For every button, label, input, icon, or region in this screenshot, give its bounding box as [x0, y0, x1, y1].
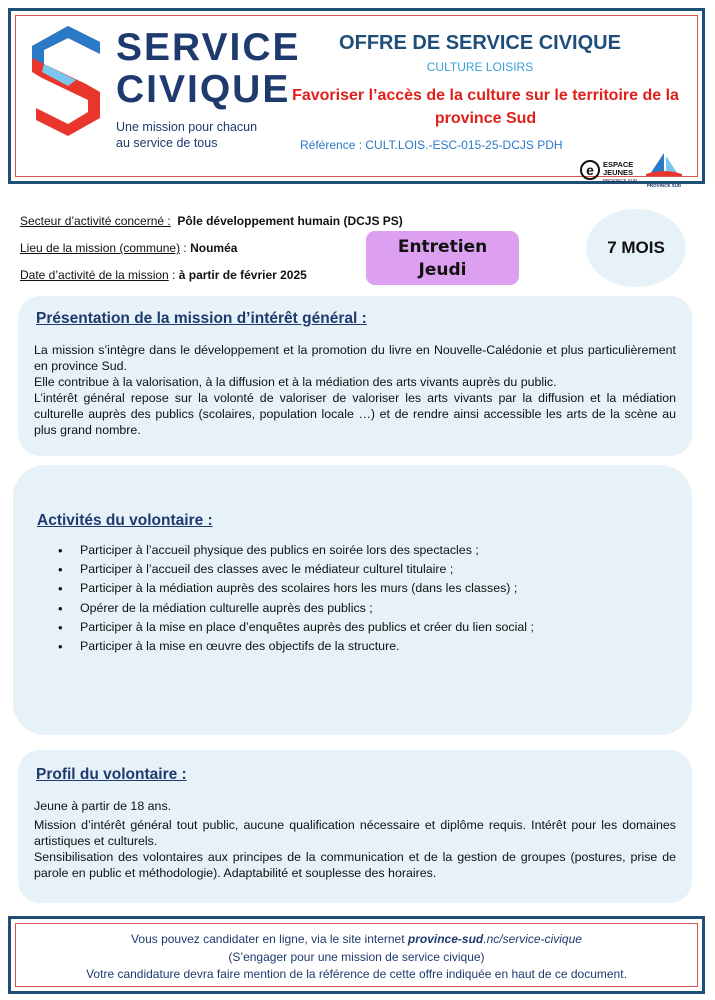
espace-jeunes-e-icon: e	[580, 160, 600, 180]
activities-title: Activités du volontaire :	[37, 512, 213, 529]
logo-tagline-1: Une mission pour chacun	[116, 120, 258, 134]
profile-title: Profil du volontaire :	[36, 766, 187, 783]
location-label: Lieu de la mission (commune)	[20, 241, 181, 255]
footer-site-link[interactable]: province-sud	[407, 932, 484, 946]
footer-box	[8, 916, 705, 994]
footer-line-1: Vous pouvez candidater en ligne, via le site internet province-sud.nc/service-civique	[131, 932, 582, 946]
list-item: • Participer à la mise en place d’enquêtes auprès des publics et créer du lien social ;	[58, 618, 534, 637]
footer-inner-border	[15, 923, 698, 987]
profile-paragraph: Mission d’intérêt général tout public, aucune qualification nécessaire et diplôme requis. Intérêt pour les domaines artistiques et culturels.	[34, 818, 676, 848]
offer-subtitle: Favoriser l’accès de la culture sur le territoire de la province Sud	[292, 87, 679, 127]
location-value: Nouméa	[190, 241, 238, 255]
profile-paragraph: Sensibilisation des volontaires aux principes de la communication et de la gestion de groupes (postures, prise de parole en public et méthodologie). Adaptabilité et souplesse des horaires.	[34, 850, 676, 880]
profile-section	[18, 750, 692, 903]
sector-value: Pôle développement humain (DCJS PS)	[177, 214, 403, 228]
location-line: Lieu de la mission (commune) : Nouméa	[20, 241, 238, 255]
profile-paragraph: Jeune à partir de 18 ans.	[34, 799, 172, 813]
activities-section	[13, 465, 692, 735]
service-civique-s-icon	[28, 22, 108, 140]
presentation-text	[34, 342, 676, 438]
interview-badge	[366, 231, 519, 285]
offer-category: CULTURE LOISIRS	[426, 60, 534, 74]
date-line: Date d’activité de la mission : à partir de février 2025	[20, 268, 307, 282]
profile-text	[34, 798, 676, 881]
interview-line-2: Jeudi	[418, 260, 467, 280]
presentation-title: Présentation de la mission d’intérêt général :	[36, 310, 367, 327]
footer-line-2: (S’engager pour une mission de service civique)	[228, 950, 485, 964]
presentation-paragraph: Elle contribue à la valorisation, à la diffusion et à la médiation des arts vivants auprès du public.	[34, 375, 557, 389]
list-item: • Opérer de la médiation culturelle auprès des publics ;	[58, 599, 534, 618]
duration-badge: 7 MOIS	[586, 209, 686, 287]
sector-label: Secteur d’activité concerné :	[20, 214, 171, 228]
espace-jeunes-text: ESPACE JEUNES PROVINCE SUD	[603, 160, 638, 183]
presentation-section	[18, 296, 692, 456]
footer-line-3: Votre candidature devra faire mention de la référence de cette offre indiquée en haut de ce document.	[86, 967, 627, 981]
logo-word-service: SERVICE	[116, 26, 301, 69]
activities-list	[58, 541, 534, 656]
presentation-paragraph: L’intérêt général repose sur la volonté de valoriser de valoriser les arts vivants par la diffusion et la médiation culturelle auprès des publics (scolaires, population locale …) et de rendre ainsi accessible les arts de la scène au plus grand nombre.	[34, 391, 676, 437]
province-sud-sail-icon	[644, 150, 684, 178]
date-value: à partir de février 2025	[178, 268, 307, 282]
interview-line-1: Entretien	[397, 237, 488, 257]
presentation-paragraph: La mission s’intègre dans le développement et la promotion du livre en Nouvelle-Calédonie et plus particulièrement en province Sud.	[34, 343, 676, 373]
list-item: • Participer à la médiation auprès des scolaires hors les murs (dans les classes) ;	[58, 579, 534, 598]
espace-jeunes-logo	[580, 157, 640, 185]
offer-title: OFFRE DE SERVICE CIVIQUE	[339, 32, 621, 54]
list-item: • Participer à la mise en œuvre des objectifs de la structure.	[58, 637, 534, 656]
logo-tagline-2: au service de tous	[116, 136, 218, 150]
province-sud-text: PROVINCE SUD	[646, 183, 682, 188]
list-item: • Participer à l’accueil des classes avec le médiateur culturel titulaire ;	[58, 560, 534, 579]
province-sud-logo	[644, 150, 684, 186]
sector-line	[20, 214, 403, 228]
date-label: Date d’activité de la mission	[20, 268, 169, 282]
service-civique-logo	[28, 18, 301, 150]
list-item: • Participer à l’accueil physique des publics en soirée lors des spectacles ;	[58, 541, 534, 560]
offer-reference: Référence : CULT.LOIS.-ESC-015-25-DCJS PDH	[300, 138, 563, 152]
logo-word-civique: CIVIQUE	[116, 68, 291, 111]
